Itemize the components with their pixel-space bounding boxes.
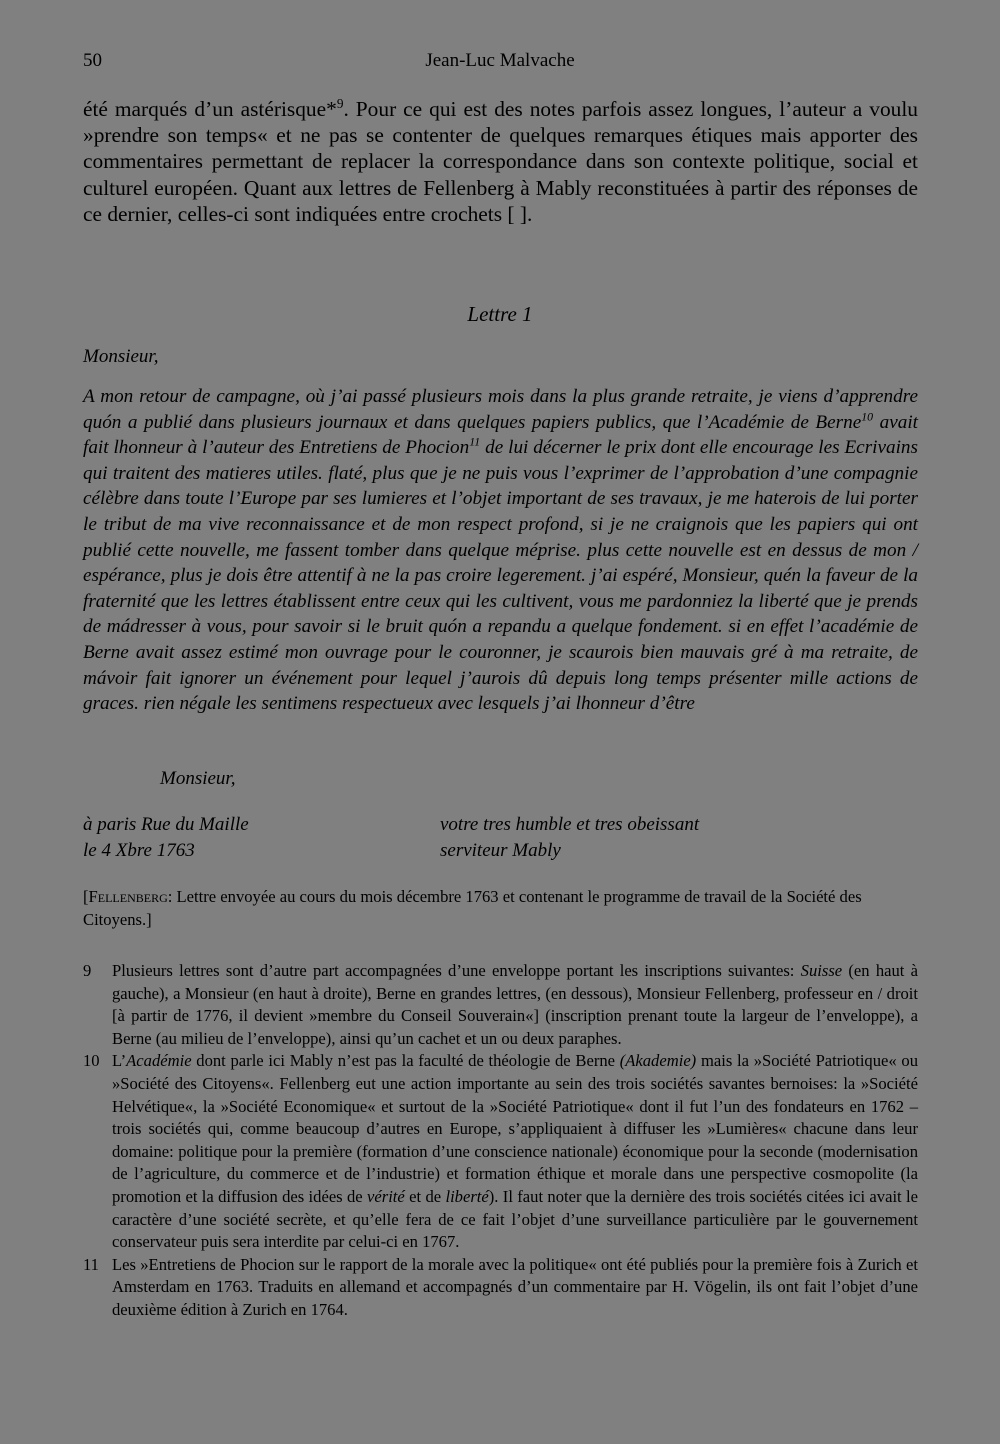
footnote-text: et de — [404, 1186, 446, 1206]
footnote-9 — [83, 960, 918, 1050]
footnote-italic: (Akademie) — [619, 1051, 697, 1071]
letter-text-3: de lui décerner le prix dont elle encourage les Ecrivains qui traitent des matieres utiles. flaté, plus que je ne puis vous l’exprimer de l’approbation d’une compagnie célèbre dans toute l’Europe par ses lumieres et l’objet important de ses travaux, je me haterois de lui porter le tribut de ma vive reconnaissance et de mon respect profond, si je ne craignois que les papiers qui ont publié cette nouvelle, me fassent tomber dans quelque méprise. plus cette nouvelle est en dessus de mon / espérance, plus je dois être attentif à ne la pas croire legerement. j’ai espéré, Monsieur, quén la faveur de la fraternité que les lettres établissent entre ceux qui les cultivent, vous me pardonniez la liberté que je prends de mádresser à vous, pour savoir si le bruit quón a repandu a quelque fondement. si en effet l’académie de Berne avait assez estimé mon ouvrage pour le couronner, je scaurois bien mauvais gré à ma retraite, de mávoir fait ignorer un événement pour lequel j’aurois dû depuis long temps présenter mille actions de graces. rien négale les sentimens respectueux avec lesquels j’ai lhonneur d’être — [83, 437, 918, 715]
footnote-number: 10 — [83, 1051, 100, 1071]
footnote-10 — [83, 1050, 918, 1253]
letter-closing: Monsieur, — [160, 768, 236, 789]
intro-text-1: été marqués d’un astérisque* — [83, 97, 337, 121]
reconstructed-letter-note: [Fellenberg: Lettre envoyée au cours du mois décembre 1763 et contenant le programme de travail de la Société des Citoyens.] — [83, 887, 862, 929]
footnote-text: Plusieurs lettres sont d’autre part accompagnées d’une enveloppe portant les inscriptions suivantes: — [112, 961, 801, 980]
footnotes — [83, 960, 918, 1322]
letter-body — [83, 384, 918, 717]
letter-place-date — [83, 812, 249, 864]
footnote-text: L’ — [112, 1051, 127, 1071]
letter-title: Lettre 1 — [467, 302, 533, 326]
bracket-text: : Lettre envoyée au cours du mois décembre 1763 et contenant le programme de travail de la Société des Citoyens.] — [83, 887, 862, 929]
footnote-number: 9 — [83, 961, 92, 980]
footnote-italic: liberté — [445, 1186, 489, 1206]
intro-paragraph — [83, 96, 918, 227]
page-number: 50 — [83, 50, 102, 71]
footnote-ref-10: 10 — [861, 409, 874, 424]
footnote-number: 11 — [83, 1254, 99, 1274]
signature-line-2: serviteur Mably — [440, 840, 561, 861]
footnote-italic: vérité — [367, 1186, 405, 1206]
footnote-text: mais la »Société Patriotique« ou »Société des Citoyens«. Fellenberg eut une action importante au sein des trois sociétés savantes bernoises: la »Société Helvétique«, la »Société Economique« et surtout de la »Société Patriotique« dont il fut l’un des fondateurs en 1762 – trois sociétés qui, comme beaucoup d’autres en Europe, s’appliquaient à diffuser les »Lumières« chacune dans leur domaine: politique pour la première (formation d’une conscience nationale) économique pour la seconde (modernisation de l’agriculture, du commerce et de l’industrie) et formation éthique et morale dans une perspective cosmopolite (la promotion et la diffusion des idées de — [112, 1051, 918, 1206]
correspondent-name: Fellenberg — [88, 887, 168, 906]
footnote-italic: Suisse — [800, 961, 843, 980]
date-line: le 4 Xbre 1763 — [83, 840, 195, 861]
place-line: à paris Rue du Maille — [83, 814, 249, 835]
letter-text-1: A mon retour de campagne, où j’ai passé plusieurs mois dans la plus grande retraite, je viens d’apprendre quón a publié dans plusieurs journaux et dans quelques papiers publics, que l’Académie de Berne — [83, 386, 918, 433]
intro-text-2: . Pour ce qui est des notes parfois assez longues, l’auteur a voulu »prendre son temps« et ne pas se contenter de quelques remarques étiques mais apporter des commentaires permettant de replacer la correspondance dans son contexte politique, social et culturel européen. Quant aux lettres de Fellenberg à Mably reconstituées à partir des réponses de ce dernier, celles-ci sont indiquées entre crochets [ ]. — [83, 97, 918, 226]
letter-text-2: avait fait lhonneur à l’auteur des Entretiens de Phocion — [83, 411, 918, 459]
footnote-ref-11: 11 — [469, 434, 481, 449]
letter-signature — [440, 812, 699, 864]
footnote-text: Les »Entretiens de Phocion sur le rapport de la morale avec la politique« ont été publiés pour la première fois à Zurich et Amsterdam en 1763. Traduits en allemand et accompagnés d’un commentaire par H. Vögelin, ils ont fait l’objet d’une deuxième édition à Zurich en 1764. — [112, 1254, 918, 1319]
running-title: Jean-Luc Malvache — [425, 50, 575, 71]
signature-line-1: votre tres humble et tres obeissant — [440, 814, 700, 835]
footnote-text: ). Il faut noter que la dernière des trois sociétés citées ici avait le caractère d’une société secrète, et qu’elle fera de ce fait l’objet d’une surveillance particulière par le gouvernement conservateur puis sera interdite par celui-ci en 1767. — [112, 1186, 918, 1252]
footnote-text: (en haut à gauche), a Monsieur (en haut à droite), Berne en grandes lettres, (en dessous), Monsieur Fellenberg, professeur en / droit [à partir de 1776, il devient »membre du Conseil Souverain«] (inscription prenant toute la largeur de l’enveloppe), a Berne (au milieu de l’enveloppe), ainsi qu’un cachet et un ou deux paraphes. — [112, 961, 918, 1048]
footnote-ref-9: 9 — [336, 95, 344, 111]
page-header — [83, 50, 917, 80]
footnote-text: dont parle ici Mably n’est pas la faculté de théologie de Berne — [191, 1051, 620, 1071]
footnote-italic: Académie — [126, 1051, 192, 1071]
letter-salutation: Monsieur, — [83, 346, 159, 367]
footnote-11 — [83, 1254, 918, 1322]
